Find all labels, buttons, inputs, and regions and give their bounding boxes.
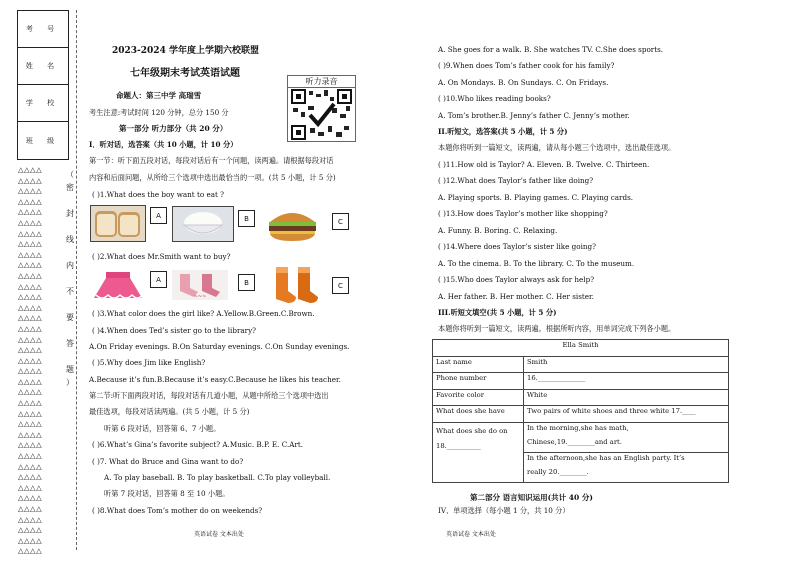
table-row: really 20.________. bbox=[433, 467, 729, 482]
question-10: ( )10.Who likes reading books? bbox=[438, 94, 551, 103]
seal-char: 要 bbox=[66, 313, 74, 322]
section4-heading: IV、单项选择（每小题 1 分，共 10 分） bbox=[438, 506, 570, 515]
seal-char: 不 bbox=[66, 287, 74, 296]
triangle-row: △△△△ bbox=[18, 207, 43, 217]
triangle-row: △△△△ bbox=[18, 334, 43, 344]
option-b-box: B bbox=[238, 210, 255, 227]
triangle-row: △△△△ bbox=[18, 323, 43, 333]
seal-paren-open: （ bbox=[66, 170, 74, 179]
triangle-row: △△△△ bbox=[18, 387, 43, 397]
seal-char: 线 bbox=[66, 235, 74, 244]
seal-char: 答 bbox=[66, 339, 74, 348]
exam-subtitle: 七年级期末考试英语试题 bbox=[130, 68, 240, 79]
seal-char: 封 bbox=[66, 209, 74, 218]
qr-pattern-icon bbox=[288, 88, 355, 142]
skirt-picture bbox=[90, 268, 146, 302]
table-title: Ella Smith bbox=[433, 340, 729, 357]
question-4: ( )4.When does Ted’s sister go to the library? bbox=[92, 326, 257, 335]
part2-heading: 第二部分 语言知识运用(共计 40 分) bbox=[470, 493, 593, 502]
option-c-box: C bbox=[332, 277, 349, 294]
question-11: ( )11.How old is Taylor? A. Eleven. B. Twelve. C. Thirteen. bbox=[438, 160, 650, 169]
triangle-row: △△△△ bbox=[18, 345, 43, 355]
option-a-box: A bbox=[150, 271, 167, 288]
question-8-options: A. She goes for a walk. B. She watches TV. C.She does sports. bbox=[438, 45, 664, 54]
triangle-row: △△△△ bbox=[18, 376, 43, 386]
triangle-row: △△△△ bbox=[18, 546, 43, 556]
question-5: ( )5.Why does Jim like English? bbox=[92, 358, 206, 367]
dialogue-7-hint: 听第 7 段对话，回答第 8 至 10 小题。 bbox=[104, 489, 230, 498]
triangle-row: △△△△ bbox=[18, 313, 43, 323]
triangle-row: △△△△ bbox=[18, 535, 43, 545]
option-c-box: C bbox=[332, 213, 349, 230]
rice-picture bbox=[172, 206, 234, 242]
listening-section-2-heading: II.听短文，选答案(共 5 小题，计 5 分) bbox=[438, 127, 568, 136]
class-label: 班 级 bbox=[25, 136, 61, 145]
seal-paren-close: ） bbox=[66, 378, 74, 387]
option-b-box: B bbox=[238, 274, 255, 291]
triangle-row: △△△△ bbox=[18, 249, 43, 259]
option-a-box: A bbox=[150, 207, 167, 224]
question-9-options: A. On Mondays. B. On Sundays. C. On Fridays. bbox=[438, 78, 609, 87]
question-15: ( )15.Who does Taylor always ask for help? bbox=[438, 275, 595, 284]
question-6: ( )6.What’s Gina’s favorite subject? A.Music. B.P. E. C.Art. bbox=[92, 440, 304, 449]
triangle-row: △△△△ bbox=[18, 217, 43, 227]
seal-char: 题 bbox=[66, 365, 74, 374]
listening-section-3-heading: III.听短文填空(共 5 小题，计 5 分) bbox=[438, 308, 557, 317]
question-3: ( )3.What color does the girl like? A.Yellow.B.Green.C.Brown. bbox=[92, 309, 315, 318]
triangle-row: △△△△ bbox=[18, 228, 43, 238]
triangle-row: △△△△ bbox=[18, 270, 43, 280]
question-7: ( )7. What do Bruce and Gina want to do? bbox=[92, 457, 244, 466]
triangle-row: △△△△ bbox=[18, 429, 43, 439]
exam-notice: 考生注意:考试时间 120 分钟，总分 150 分 bbox=[89, 108, 229, 117]
question-8: ( )8.What does Tom’s mother do on weekends? bbox=[92, 506, 263, 515]
table-row: Chinese,19.________and art. bbox=[433, 437, 729, 452]
triangle-border bbox=[18, 165, 58, 557]
seal-warning bbox=[64, 168, 76, 389]
triangle-row: △△△△ bbox=[18, 366, 43, 376]
triangle-row: △△△△ bbox=[18, 461, 43, 471]
student-info-table bbox=[17, 10, 69, 160]
seal-line bbox=[76, 10, 77, 550]
question-1: ( )1.What does the boy want to eat ? bbox=[92, 190, 225, 199]
question-5-options: A.Because it’s fun.B.Because it’s easy.C.Because he likes his teacher. bbox=[89, 375, 341, 384]
question-13-options: A. Funny. B. Boring. C. Relaxing. bbox=[438, 226, 558, 235]
socks-picture bbox=[172, 270, 228, 300]
table-row: In the afternoon,she has an English party. It’s bbox=[433, 452, 729, 467]
exam-title: 2023-2024 学年度上学期六校联盟 bbox=[112, 46, 259, 56]
school-label: 学 校 bbox=[25, 99, 61, 107]
question-12-options: A. Playing sports. B. Playing games. C. Playing cards. bbox=[438, 193, 634, 202]
table-row: Last name Smith bbox=[433, 356, 729, 373]
question-14-options: A. To the cinema. B. To the library. C. To the museum. bbox=[438, 259, 635, 268]
triangle-row: △△△△ bbox=[18, 355, 43, 365]
listening-section-2-instruction: 本题你将听到一篇短文，读两遍，请从每小题三个选项中，选出最佳选项。 bbox=[438, 143, 676, 152]
dialogue-6-hint: 听第 6 段对话，回答第 6、7 小题。 bbox=[104, 424, 221, 433]
table-row: Phone number 16.______________ bbox=[433, 373, 729, 390]
triangle-row: △△△△ bbox=[18, 281, 43, 291]
triangle-row: △△△△ bbox=[18, 440, 43, 450]
question-15-options: A. Her father. B. Her mother. C. Her sister. bbox=[438, 292, 594, 301]
listening-section-3-instruction: 本题你将听到一篇短文，读两遍。根据所听内容，用单词完成下列各小题。 bbox=[438, 324, 676, 333]
triangle-row: △△△△ bbox=[18, 419, 43, 429]
table-row: What does she have Two pairs of white shoes and three white 17.____ bbox=[433, 406, 729, 423]
exam-author: 命题人：第三中学 高瑞雪 bbox=[116, 91, 202, 100]
triangle-row: △△△△ bbox=[18, 186, 43, 196]
question-7-options: A. To play baseball. B. To play basketball. C.To play volleyball. bbox=[104, 473, 331, 482]
triangle-row: △△△△ bbox=[18, 398, 43, 408]
triangle-row: △△△△ bbox=[18, 451, 43, 461]
ella-smith-table bbox=[432, 339, 729, 483]
section1-heading: I．听对话，选答案（共 10 小题，计 10 分） bbox=[89, 140, 238, 149]
seal-char: 内 bbox=[66, 261, 74, 270]
page-footer-right: 英语试卷 文本出处 bbox=[446, 531, 496, 538]
hamburger-picture bbox=[264, 206, 321, 242]
section1-instruction: 第一节：听下面五段对话，每段对话后有一个问题，读两遍。请根据每段对话 bbox=[89, 156, 334, 165]
triangle-row: △△△△ bbox=[18, 493, 43, 503]
triangle-row: △△△△ bbox=[18, 292, 43, 302]
triangle-row: △△△△ bbox=[18, 196, 43, 206]
question-9: ( )9.When does Tom’s father cook for his family? bbox=[438, 61, 615, 70]
part1-heading: 第一部分 听力部分（共 20 分） bbox=[119, 124, 228, 133]
question-14: ( )14.Where does Taylor’s sister like going? bbox=[438, 242, 596, 251]
triangle-row: △△△△ bbox=[18, 472, 43, 482]
svg-text:~~~: ~~~ bbox=[193, 294, 207, 300]
triangle-row: △△△△ bbox=[18, 525, 43, 535]
triangle-row: △△△△ bbox=[18, 175, 43, 185]
question-12: ( )12.What does Taylor’s father like doing? bbox=[438, 176, 594, 185]
question-4-options: A.On Friday evenings. B.On Saturday evenings. C.On Sunday evenings. bbox=[89, 342, 350, 351]
socks-orange-picture bbox=[270, 265, 320, 305]
question-10-options: A. Tom’s brother.B. Jenny’s father C. Jenny’s mother. bbox=[438, 111, 630, 120]
question-2: ( )2.What does Mr.Smith want to buy? bbox=[92, 252, 231, 261]
qr-code bbox=[287, 75, 356, 142]
section2-instruction: 第二节:听下面两段对话，每段对话有几道小题，从题中所给三个选项中选出 bbox=[89, 391, 329, 400]
section2-instruction: 最佳选项，每段对话读两遍。(共 5 小题，计 5 分) bbox=[89, 407, 250, 416]
question-13: ( )13.How does Taylor’s mother like shopping? bbox=[438, 209, 608, 218]
triangle-row: △△△△ bbox=[18, 302, 43, 312]
triangle-row: △△△△ bbox=[18, 504, 43, 513]
section1-instruction: 内容和后面问题，从所给三个选项中选出最恰当的一项。(共 5 小题，计 5 分) bbox=[89, 173, 336, 182]
triangle-row: △△△△ bbox=[18, 482, 43, 492]
triangle-row: △△△△ bbox=[18, 408, 43, 418]
triangle-row: △△△△ bbox=[18, 165, 43, 174]
seal-char: 密 bbox=[66, 183, 74, 192]
exam-number-label: 考 号 bbox=[25, 25, 61, 33]
name-label: 姓 名 bbox=[25, 62, 61, 70]
qr-caption: 听力录音 bbox=[288, 76, 355, 88]
triangle-row: △△△△ bbox=[18, 514, 43, 524]
bread-picture bbox=[90, 205, 146, 242]
triangle-row: △△△△ bbox=[18, 260, 43, 270]
table-row: What does she do on 18.__________ In the morning,she has math, bbox=[433, 422, 729, 437]
table-row: Favorite color White bbox=[433, 389, 729, 406]
triangle-row: △△△△ bbox=[18, 239, 43, 249]
page-footer-left: 英语试卷 文本出处 bbox=[194, 531, 244, 538]
